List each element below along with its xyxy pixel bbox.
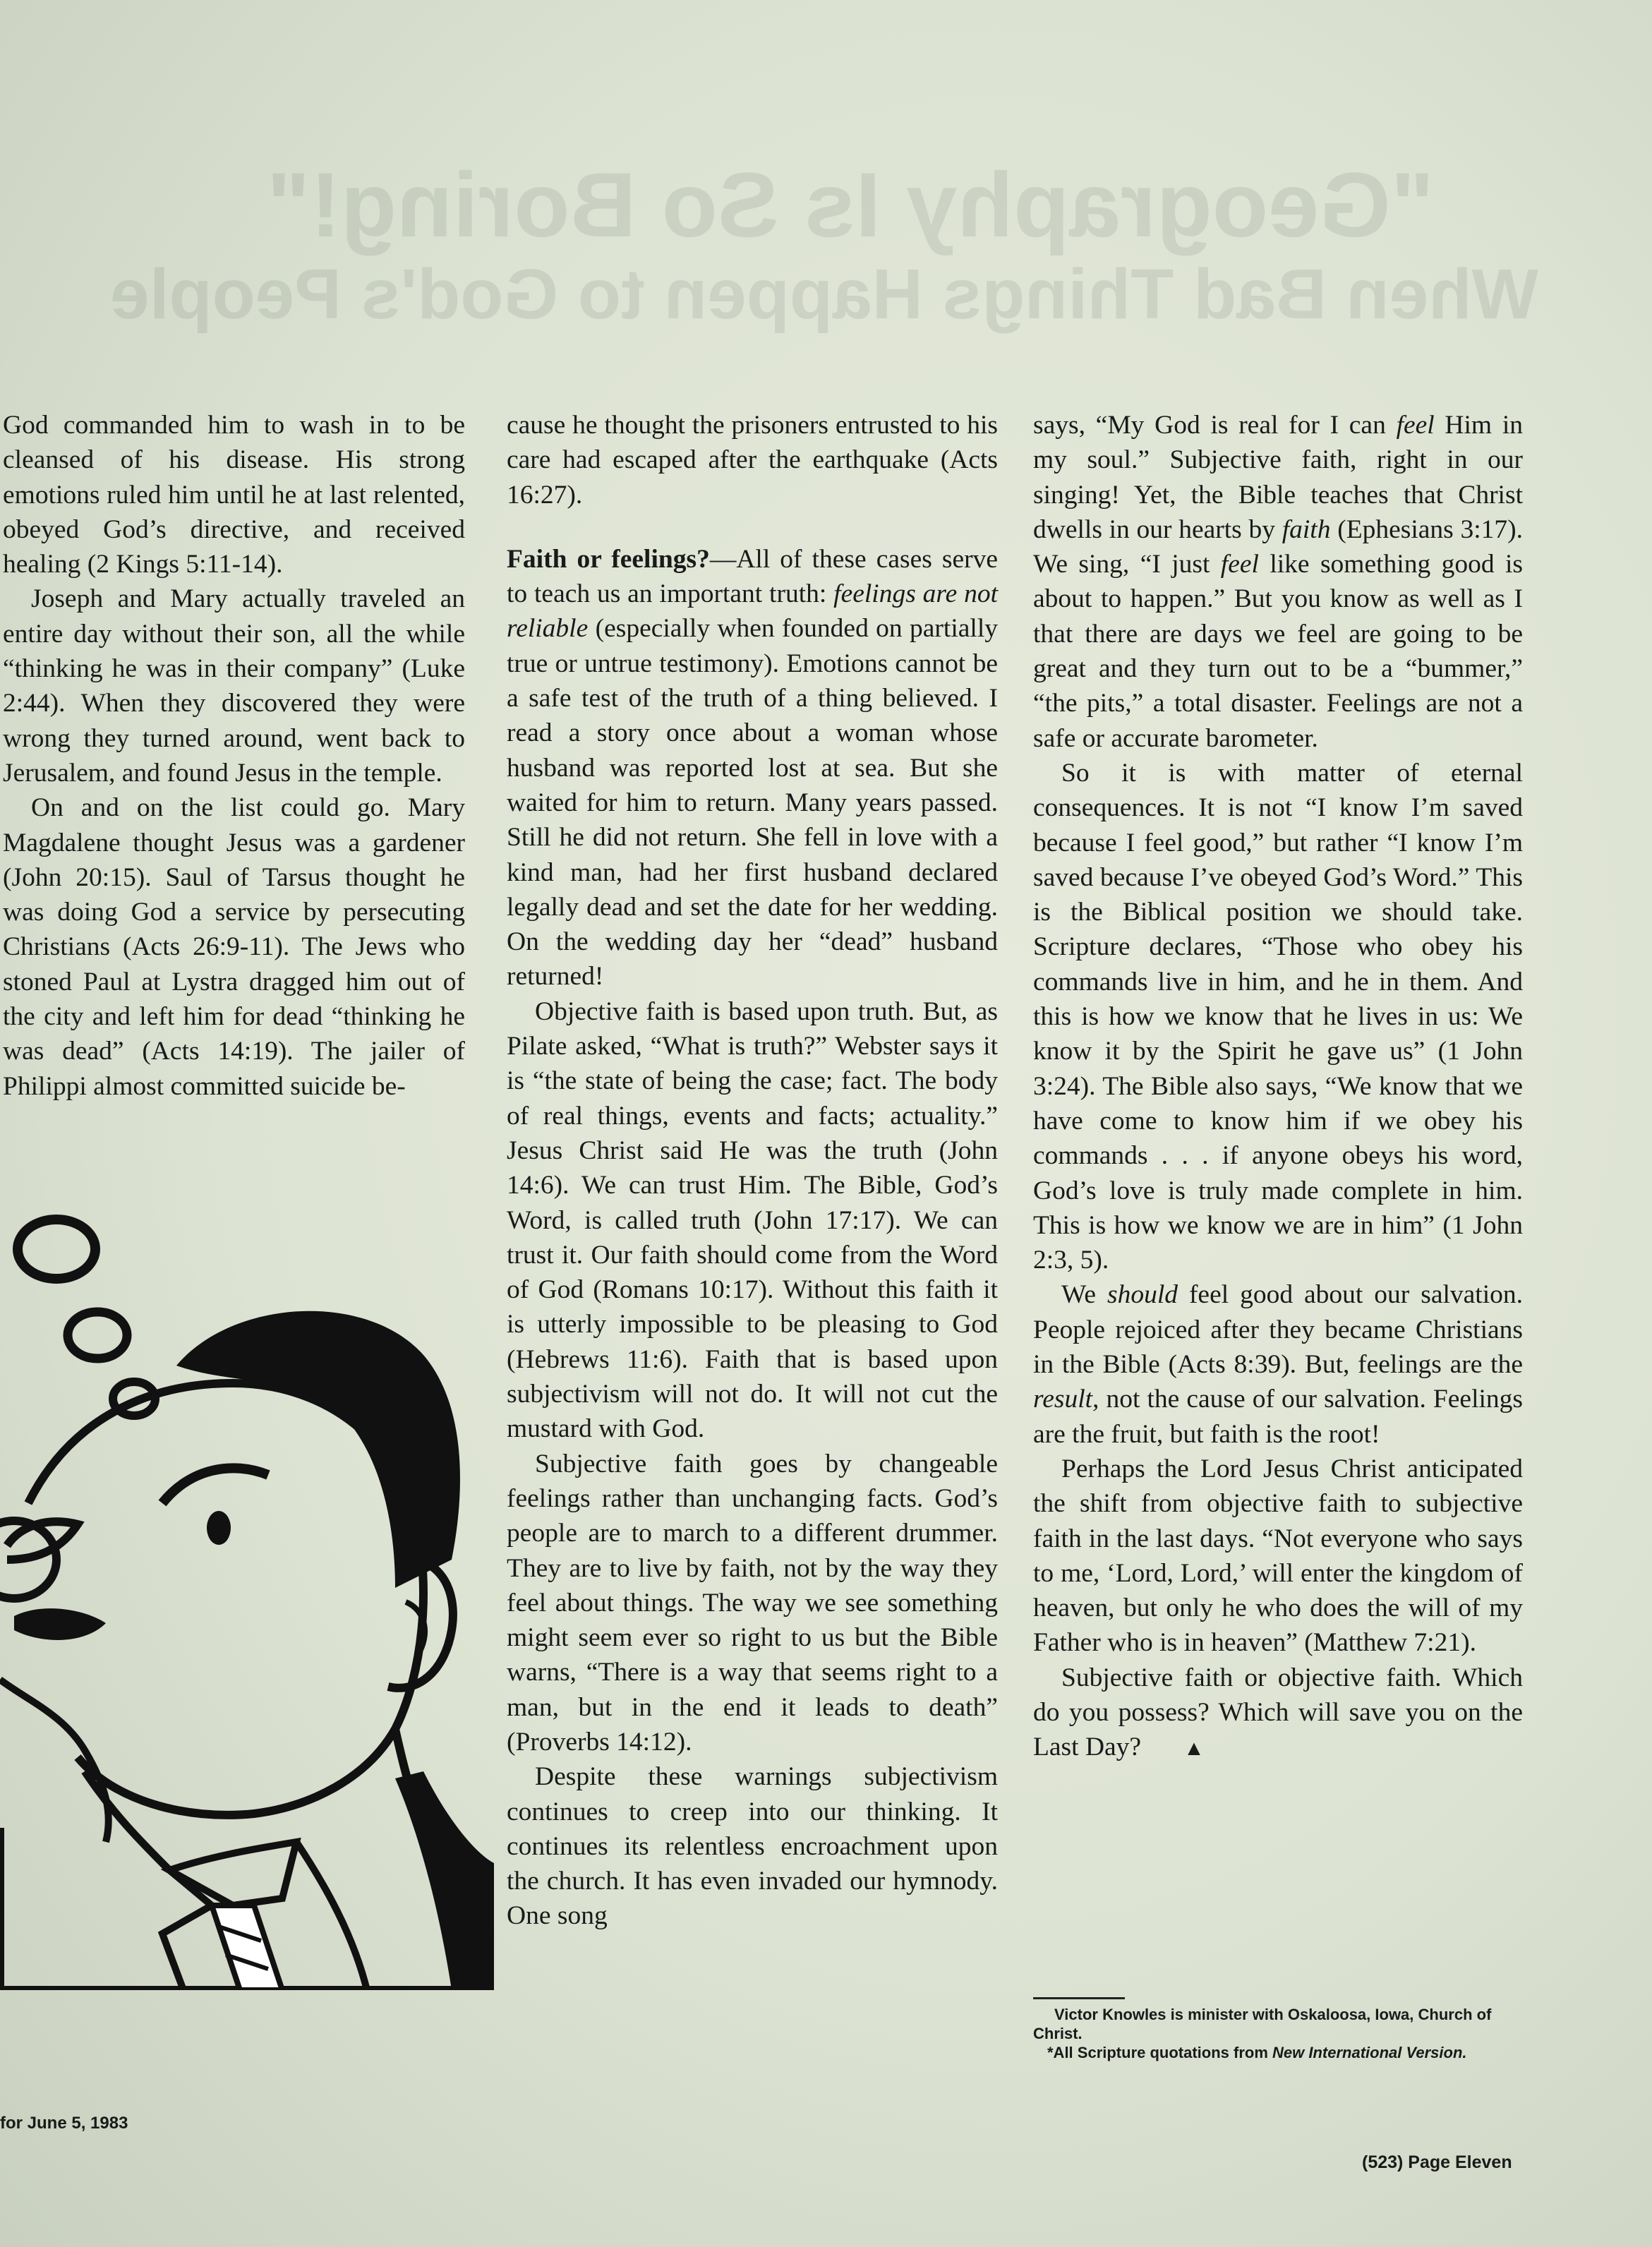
paragraph: Subjective faith goes by changeable feelings rather than unchanging facts. God’s people are to march to a different drummer. They are to live by faith, not by the way they feel about things. The way we see something might seem ever so right to us but the Bible warns, “There is a way that seems right to a man, but in the end it leads to death” (Proverbs 14:12). [507,1449,998,1757]
emphasis-text: feel [1220,550,1259,579]
end-triangle-icon: ▲ [1183,1737,1205,1761]
issue-date: for June 5, 1983 [0,2114,128,2133]
paragraph: Joseph and Mary actually traveled an entire day without their son, all the while “thinking he was in their company” (Luke 2:44). When they discovered they were wrong they turned around, went back to Jerusalem, and found Jesus in the temple. [3,584,465,788]
text-run: (especially when founded on partially true or untrue testimony). Emotions cannot be a safe test of the truth of a thing believed. I read a story once about a woman whose husband was reported lost at sea. But she waited for him to return. Many years passed. Still he did not return. She fell in love with a kind man, had her first husband declared legally dead and set the date for her wedding. On the wedding day her “dead” husband returned! [507,614,998,992]
paragraph: God commanded him to wash in to be cleansed of his disease. His strong emotions ruled him until he at last relented, obeyed God’s directive, and received healing (2 Kings 5:11-14). [3,411,465,579]
bleed-through-title: "Geography Is So Boring!" [266,153,1435,256]
column-1 [3,408,465,1104]
text-run: We [1061,1280,1107,1310]
emphasis-text: result, [1033,1385,1099,1414]
cartoon-thinking-man-illustration [0,1193,494,1990]
text-run: (Ephesians 3:17). We sing, “I just [1033,514,1523,579]
emphasis-text: should [1107,1280,1178,1310]
author-bio: Victor Knowles is minister with Oskaloosa, Iowa, Church of Christ. [1033,2006,1492,2042]
paragraph-with-subhead [507,542,998,994]
paragraph [1033,1277,1523,1451]
text-run: like something good is about to happen.” But you know as well as I that there are days we feel are going to be great and they turn out to be a “bummer,” “the pits,” a total disaster. Feelings are not a safe or accurate barometer. [1033,550,1523,753]
paragraph [1033,408,1523,756]
text-run: not the cause of our salvation. Feelings are the fruit, but faith is the root! [1033,1385,1523,1449]
divider [1033,1997,1125,1999]
text-run: Subjective faith or objective faith. Which do you possess? Which will save you on the Last Day? [1033,1663,1523,1762]
text-run: feel good about our salvation. People rejoiced after they became Christians in the Bible (Acts 8:39). But, feelings are the [1033,1280,1523,1380]
paragraph [1033,1661,1523,1766]
page-number: (523) Page Eleven [1362,2152,1512,2172]
emphasis-text: feel [1396,411,1435,440]
text-run: says, “My God is real for I can [1033,411,1397,440]
column-2 [507,408,998,1934]
column-3 [1033,408,1523,1766]
paragraph: So it is with matter of eternal consequences. It is not “I know I’m saved because I feel good,” but rather “I know I’m saved because I’ve obeyed God’s Word.” This is the Biblical position we should take. Scripture declares, “Those who obey his commands live in him, and he in them. And this is how we know that he lives in us: We know it by the Spirit he gave us” (1 John 3:24). The Bible also says, “We know that we have come to know him if we obey his commands . . . if anyone obeys his word, God’s love is truly made complete in him. This is how we know we are in him” (1 John 2:3, 5). [1033,758,1523,1275]
paragraph: Objective faith is based upon truth. But, as Pilate asked, “What is truth?” Webster says it is “the state of being the case; fact. The body of real things, events and facts; actuality.” Jesus Christ said He was the truth (John 14:6). We can trust Him. The Bible, God’s Word, is called truth (John 17:17). We can trust it. Our faith should come from the Word of God (Romans 10:17). Without this faith it is utterly impossible to be pleasing to God (Hebrews 11:6). Faith that is based upon subjectivism will not do. It will not cut the mustard with God. [507,996,998,1444]
text-run: *All Scripture quotations from [1047,2044,1273,2061]
paragraph: cause he thought the prisoners entrusted to his care had escaped after the earthquake (Acts 16:27). [507,411,998,510]
emphasis-text: feelings are not reliable [507,579,999,644]
subhead: Faith or feelings? [507,544,710,574]
bleed-through-subtitle: When Bad Things Happen to God's People [110,255,1538,334]
text-run: —All of these cases serve to teach us an important truth: [507,544,999,609]
emphasis-text: New International Version. [1272,2044,1467,2061]
paragraph: Despite these warnings subjectivism continues to creep into our thinking. It continues its relentless encroachment upon the church. It has even invaded our hymnody. One song [507,1762,998,1931]
paragraph: On and on the list could go. Mary Magdalene thought Jesus was a gardener (John 20:15). Saul of Tarsus thought he was doing God a service by persecuting Christians (Acts 26:9-11). The Jews who stoned Paul at Lystra dragged him out of the city and left him for dead “thinking he was dead” (Acts 14:19). The jailer of Philippi almost committed suicide be- [3,793,465,1101]
scripture-note [1033,2043,1523,2062]
author-notes [1033,1989,1523,2062]
emphasis-text: faith [1282,514,1331,544]
paragraph: Perhaps the Lord Jesus Christ anticipated the shift from objective faith to subjective faith in the last days. “Not everyone who says to me, ‘Lord, Lord,’ will enter the kingdom of heaven, but only he who does the will of my Father who is in heaven” (Matthew 7:21). [1033,1454,1523,1658]
text-run: Him in my soul.” Subjective faith, right in our singing! Yet, the Bible teaches that Christ dwells in our hearts by [1033,411,1523,544]
